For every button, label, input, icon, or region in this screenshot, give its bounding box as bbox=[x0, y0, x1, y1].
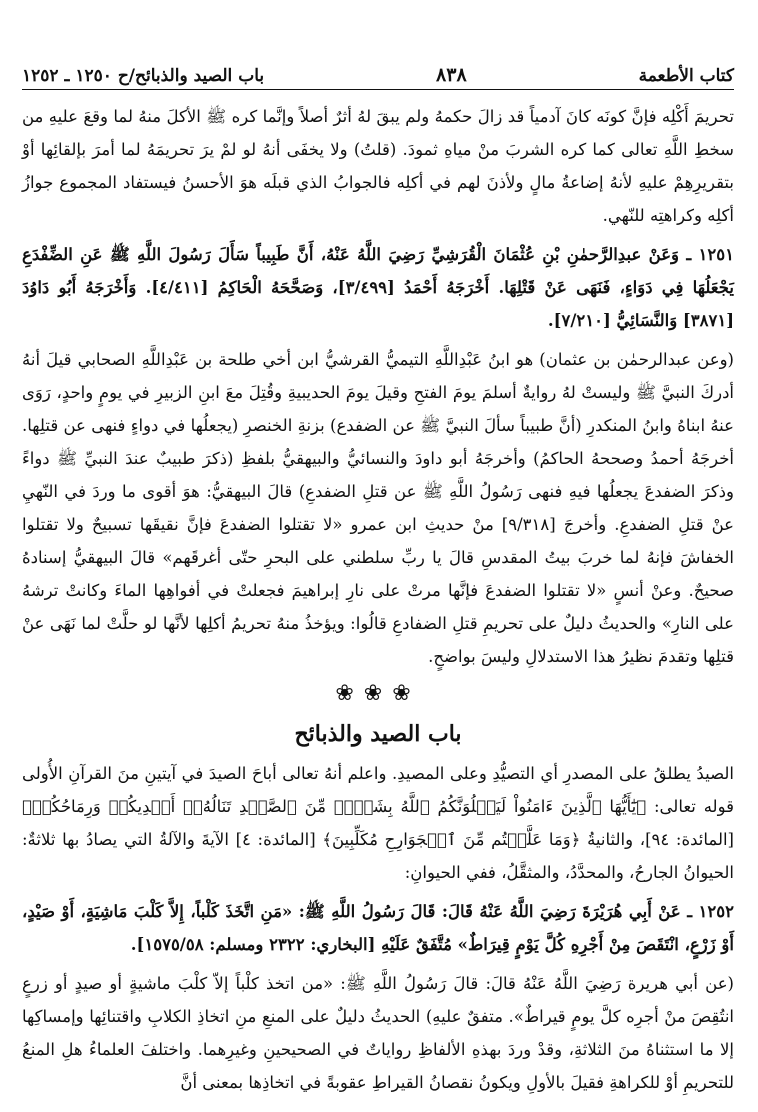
chapter-intro-paragraph: الصيدُ يطلقُ على المصدرِ أي التصيُّدِ وعلى المصيدِ. واعلم أنهُ تعالى أباحَ الصيدَ في آيتينِ منَ القرآنِ الأُولى قوله تعالى: ﴿يَٰٓأَيُّهَا ٱلَّذِينَ ءَامَنُواْ لَيَبۡلُوَنَّكُمُ ٱللَّهُ بِشَيۡءٖ مِّنَ ٱلصَّيۡدِ تَنَالُهُۥٓ أَيۡدِيكُمۡ وَرِمَاحُكُمۡ﴾ [المائدة: ٩٤]، والثانيةُ ﴿وَمَا عَلَّمۡتُم مِّنَ ٱلۡجَوَارِحِ مُكَلِّبِينَ﴾ [المائدة: ٤] الآيةَ والآلةُ التي يصادُ بها ثلاثةٌ: الحيوانُ الجارحُ، والمحدَّدُ، والمثقَّلُ، ففي الحيوانِ: bbox=[22, 764, 734, 882]
commentary-paragraph-3: (عن أبي هريرة رَضِيَ اللَّهُ عَنْهُ قالَ: قالَ رَسُولُ اللَّهِ ﷺ: «من اتخذ كلْباً إلاّ كلْبَ ماشيةٍ أو صيدٍ أو زرعٍ انتُقِصَ منْ أجرِه كلَّ يومٍ قيراطٌ». متفقٌ عليهِ) الحديثُ دليلٌ على المنعِ منِ اتخاذِ الكلابِ واقتنائِها وإمساكِها إلا ما استثناهُ منَ الثلاثةِ، وقدْ وردَ بهذهِ الألفاظِ رواياتٌ في الصحيحينِ وغيرِهما. واختلفَ العلماءُ هلِ المنعُ للتحريمِ أوْ للكراهةِ فقيلَ بالأولِ ويكونُ نقصانُ القيراطِ عقوبةً في اتخاذِها بمعنى أنَّ bbox=[22, 974, 734, 1092]
header-chapter-title: باب الصيد والذبائح/ح ١٢٥٠ ـ ١٢٥٢ bbox=[22, 66, 265, 86]
running-header bbox=[22, 56, 734, 90]
hadith-1251: ١٢٥١ ـ وَعَنْ عبدِالرَّحمٰنِ بْنِ عُثْمَانَ الْقُرَشِيِّ رَضِيَ اللَّهُ عَنْهُ، أَنَّ طَبِيباً سَأَلَ رَسُولَ اللَّهِ ﷺ عَنِ الضِّفْدَعِ يَجْعَلُهَا فِي دَوَاءٍ، فَنَهَى عَنْ قَتْلِهَا. أَخْرَجَهُ أَحْمَدُ [٣/٤٩٩]، وَصَحَّحَهُ الْحَاكِمُ [٤/٤١١]. وَأَخْرَجَهُ أَبُو دَاوُدَ [٣٨٧١] وَالنَّسَائِيُّ [٧/٢١٠]. bbox=[22, 245, 734, 330]
page-number: ٨٣٨ bbox=[436, 64, 467, 86]
page-body bbox=[22, 100, 734, 1105]
commentary-paragraph-2: (وعن عبدالرحمٰن بن عثمان) هو ابنُ عَبْدِاللَّهِ التيميُّ القرشيُّ ابن أخي طلحة بن عَبْدِاللَّهِ الصحابي قيلَ أنهُ أدركَ النبيَّ ﷺ وليستْ لهُ روايةٌ أسلمَ يومَ الفتحِ وقيلَ يومَ الحديبيةِ وقُتِلَ معَ ابنِ الزبيرِ في يومٍ واحدٍ، رَوَى عنهُ ابناهُ وابنُ المنكدرِ (أنَّ طبيباً سألَ النبيَّ ﷺ عن الضفدع) بزنةِ الخنصرِ (يجعلُها في دواءٍ فنهى عن قتلِها. أخرجَهُ أحمدُ وصححهُ الحاكمُ) وأخرجَهُ أبو داودَ والنسائيُّ والبيهقيُّ بلفظِ (ذكرَ طبيبٌ عندَ النبيِّ ﷺ دواءً وذكرَ الضفدعَ يجعلُها فيهِ فنهى رَسُولُ اللَّهِ ﷺ عن قتلِ الضفدعِ) قالَ البيهقيُّ: هوَ أقوى ما وردَ في النّهيِ عنْ قتلِ الضفدعِ. وأخرجَ [٩/٣١٨] منْ حديثِ ابن عمرو «لا تقتلوا الضفدعَ فإنَّ نقيقَها تسبيحٌ ولا تقتلوا الخفاشَ فإنهُ لما خربَ بيتُ المقدسِ قالَ يا ربِّ سلطني على البحرِ حتّى أغرقَهم» قالَ البيهقيُّ إسنادهُ صحيحٌ. وعنْ أنسٍ «لا تقتلوا الضفدعَ فإنَّها مرتْ على نارِ إبراهيمَ فجعلتْ في أفواهِها الماءَ وكانتْ ترشهُ على النارِ» والحديثُ دليلٌ على تحريمِ قتلِ الضفادعِ قالُوا: ويؤخذُ منهُ تحريمُ أكلِها لأنَّها لو حلَّتْ لما نَهَى عنْ قتلِها وتقدمَ نظيرُ هذا الاستدلالِ وليسَ بواضحٍ. bbox=[22, 350, 734, 666]
commentary-paragraph-1: تحريمَ أَكْلِه فإنَّ كونَه كانَ آدمياً قد زالَ حكمهُ ولم يبقَ لهُ أثرٌ أصلاً وإنَّما كره ﷺ الأكلَ منهُ لما وقعَ عليهِ من سخطِ اللَّهِ تعالى كما كره الشربَ منْ مياهِ ثمودَ. (قلتُ) ولا يخفَى أنهُ لو لمْ يرَ تحريمَهُ لما أمرَ بإلقائِها أوْ بتقريرِهِمْ عليهِ لأنهُ إضاعةُ مالٍ ولأذنَ لهم في أكلِه فالجوابُ الذي قبلَه هوَ الأحسنُ فيستفاد المجموع جوازُ أكلِه وكراهتِه للنّهي. bbox=[22, 107, 734, 225]
hadith-1252: ١٢٥٢ ـ عَنْ أَبِي هُرَيْرَةَ رَضِيَ اللَّهُ عَنْهُ قَالَ: قَالَ رَسُولُ اللَّهِ ﷺ: «مَنِ اتَّخَذَ كَلْباً، إِلاَّ كَلْبَ مَاشِيَةٍ، أَوْ صَيْدٍ، أَوْ زَرْعٍ، انْتَقَصَ مِنْ أَجْرِهِ كُلَّ يَوْمٍ قِيرَاطٌ» مُتَّفَقٌ عَلَيْهِ [البخاري: ٢٣٢٢ ومسلم: ١٥٧٥/٥٨]. bbox=[22, 902, 734, 954]
section-divider-ornament: ❀❀❀ bbox=[335, 681, 421, 706]
chapter-heading: باب الصيد والذبائح bbox=[294, 721, 462, 747]
header-book-title: كتاب الأطعمة bbox=[638, 66, 734, 86]
